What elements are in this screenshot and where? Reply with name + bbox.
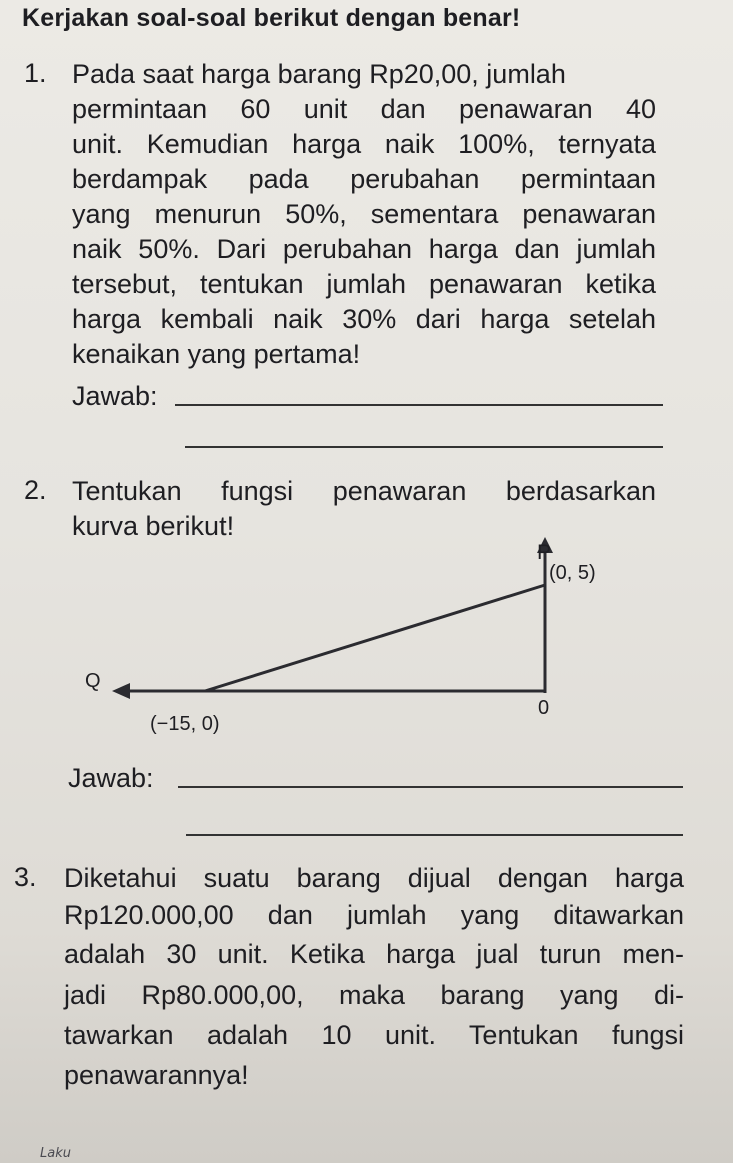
- origin-label: 0: [538, 697, 550, 719]
- question-2-answer-label: Jawab:: [68, 763, 154, 793]
- question-2-answer-blank-2[interactable]: [186, 834, 683, 836]
- question-3-line-5: tawarkan adalah 10 unit. Tentukan fungsi: [64, 1020, 684, 1050]
- supply-curve-line: [205, 585, 545, 691]
- question-1-line-2: permintaan 60 unit dan penawaran 40: [72, 94, 656, 124]
- question-1-line-8: harga kembali naik 30% dari harga setelah: [72, 304, 656, 334]
- question-2-line-2: kurva berikut!: [72, 511, 235, 541]
- question-1-line-6: naik 50%. Dari perubahan harga dan jumlah: [72, 234, 656, 264]
- question-2-answer-blank-1[interactable]: [178, 786, 683, 788]
- question-1-line-9: kenaikan yang pertama!: [72, 339, 361, 369]
- question-3-line-2: Rp120.000,00 dan jumlah yang ditawarkan: [64, 900, 684, 930]
- point-top-label: (0, 5): [549, 562, 596, 584]
- question-1-line-7: tersebut, tentukan jumlah penawaran ketika: [72, 269, 656, 299]
- question-2-line-1: Tentukan fungsi penawaran berdasarkan: [72, 476, 656, 506]
- y-axis-label: P: [537, 541, 552, 564]
- question-3-line-4: jadi Rp80.000,00, maka barang yang di-: [64, 980, 684, 1010]
- question-1-line-4: berdampak pada perubahan permintaan: [72, 164, 656, 194]
- question-1-answer-blank-2[interactable]: [185, 446, 663, 448]
- question-1-answer-label: Jawab:: [72, 381, 158, 411]
- question-1-answer-blank-1[interactable]: [175, 404, 663, 406]
- question-1-line-1: Pada saat harga barang Rp20,00, jumlah: [72, 59, 566, 89]
- question-1-line-3: unit. Kemudian harga naik 100%, ternyata: [72, 129, 656, 159]
- question-1-number: 1.: [24, 58, 47, 88]
- point-left-label: (−15, 0): [150, 713, 220, 735]
- question-3-line-3: adalah 30 unit. Ketika harga jual turun men-: [64, 939, 684, 969]
- supply-curve-graph: [20, 525, 660, 755]
- question-3-line-6: penawarannya!: [64, 1060, 249, 1090]
- question-3-line-1: Diketahui suatu barang dijual dengan harga: [64, 863, 684, 893]
- question-2-number: 2.: [24, 475, 47, 505]
- question-3-number: 3.: [14, 862, 37, 892]
- footer-handwriting: Laku: [40, 1146, 71, 1161]
- x-axis-arrow-icon: [112, 683, 130, 699]
- question-1-line-5: yang menurun 50%, sementara penawaran: [72, 199, 656, 229]
- page-heading: Kerjakan soal-soal berikut dengan benar!: [22, 4, 521, 32]
- x-axis-label: Q: [85, 670, 101, 692]
